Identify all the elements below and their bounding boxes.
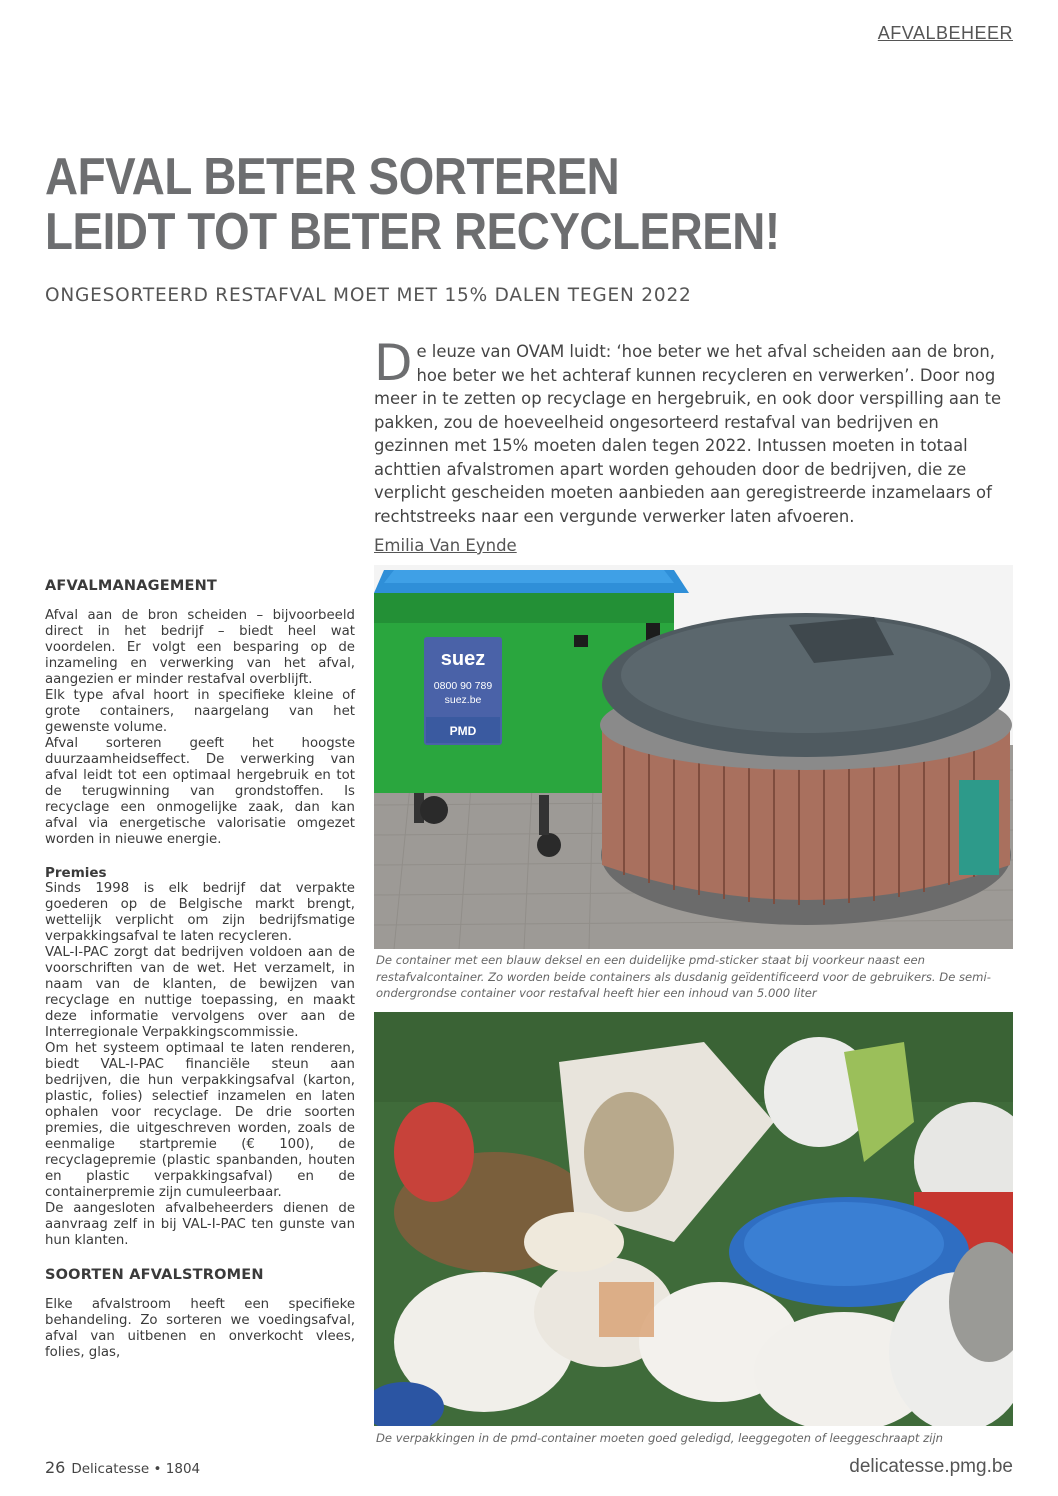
body-column bbox=[45, 578, 355, 1361]
body-paragraph: Elk type afval hoort in specifieke kleine of grote containers, naargelang van het gewenste volume. bbox=[45, 688, 355, 735]
page-number: 26 bbox=[45, 1458, 66, 1477]
packaging-illustration bbox=[374, 1012, 1013, 1426]
section-tag: AFVALBEHEER bbox=[877, 23, 1013, 43]
headline-line-2: LEIDT TOT BETER RECYCLEREN! bbox=[45, 203, 780, 261]
body-paragraph: VAL-I-PAC zorgt dat bedrijven voldoen aan de voorschriften van de wet. Het verzamelt, in naam van de klanten, de bewijzen van recyclage en nuttige toepassing, en maakt deze informatie vervolgens over aan de Interregionale Verpakkingscommissie. bbox=[45, 945, 355, 1040]
footer-website-link[interactable]: delicatesse.pmg.be bbox=[849, 1456, 1013, 1477]
heading-premies: Premies bbox=[45, 865, 107, 881]
container-brand-text: suez bbox=[440, 648, 486, 670]
container-phone-text: 0800 90 789 bbox=[433, 680, 493, 692]
lead-paragraph bbox=[374, 334, 1014, 528]
headline-line-1: AFVAL BETER SORTEREN bbox=[45, 148, 620, 206]
container-url-text: suez.be bbox=[444, 694, 482, 706]
heading-soorten-afvalstromen: SOORTEN AFVALSTROMEN bbox=[45, 1267, 264, 1283]
body-paragraph: Elke afvalstroom heeft een specifieke behandeling. Zo sorteren we voedingsafval, afval van uitbenen en onverkocht vlees, folies, glas, bbox=[45, 1297, 355, 1360]
subheadline: ONGESORTEERD RESTAFVAL MOET MET 15% DALEN TEGEN 2022 bbox=[45, 285, 692, 306]
magazine-issue: Delicatesse • 1804 bbox=[71, 1461, 201, 1477]
photo-packaging bbox=[374, 1012, 1013, 1426]
containers-illustration bbox=[374, 565, 1013, 949]
body-paragraph: Sinds 1998 is elk bedrijf dat verpakte goederen op de Belgische markt brengt, wettelijk verplicht om zijn bedrijfsmatige verpakkingsafval te laten recycleren. bbox=[45, 881, 355, 944]
photo-caption-containers: De container met een blauw deksel en een duidelijke pmd-sticker staat bij voorkeur naast een restafvalcontainer. Zo worden beide containers als dusdanig geïdentificeerd voor de gebruikers. De semi-ondergrondse container voor restafval heeft hier een inhoud van 5.000 liter bbox=[376, 953, 991, 1000]
author-byline[interactable]: Emilia Van Eynde bbox=[374, 536, 517, 555]
lead-text: e leuze van OVAM luidt: ‘hoe beter we het afval scheiden aan de bron, hoe beter we het achteraf kunnen recycleren en verwerken’. Door nog meer in te zetten op recyclage en hergebruik, en ook door verspilling aan te pakken, zou de hoeveelheid ongesorteerd restafval van bedrijven en gezinnen met 15% moeten dalen tegen 2022. Intussen moeten in totaal achttien afvalstromen apart worden gehouden door de bedrijven, die ze verplicht gescheiden moeten aanbieden aan geregistreerde inzamelaars of rechtstreeks naar een vergunde verwerker laten afvoeren. bbox=[374, 342, 1002, 526]
photo-caption-packaging: De verpakkingen in de pmd-container moeten goed geledigd, leeggegoten of leeggeschraapt zijn bbox=[376, 1431, 944, 1445]
footer-page-info bbox=[45, 1458, 200, 1477]
body-paragraph: De aangesloten afvalbeheerders dienen de aanvraag zelf in bij VAL-I-PAC ten gunste van hun klanten. bbox=[45, 1201, 355, 1248]
body-paragraph: Om het systeem optimaal te laten renderen, biedt VAL-I-PAC financiële steun aan bedrijven, die hun verpakkingsafval (karton, plastic, folies) selectief inzamelen en laten ophalen voor recyclage. De drie soorten premies, die uitgeschreven worden, zoals de eenmalige startpremie (€ 100), de recyclagepremie (plastic spanbanden, houten en plastic verpakkingsafval) en de containerpremie zijn cumuleerbaar. bbox=[45, 1041, 355, 1200]
drop-cap: D bbox=[374, 334, 413, 392]
body-paragraph: Afval sorteren geeft het hoogste duurzaamheidseffect. De verwerking van afval leidt tot een optimaal hergebruik en tot de terugwinning van grondstoffen. Is recyclage een onmogelijke zaak, dan kan afval via energetische valorisatie omgezet worden in nieuwe energie. bbox=[45, 736, 355, 847]
body-paragraph: Afval aan de bron scheiden – bijvoorbeeld direct in het bedrijf – biedt heel wat voordelen. Er volgt een besparing op de inzameling en verwerking van het afval, aangezien er minder restafval overblijft. bbox=[45, 608, 355, 687]
container-pmd-label: PMD bbox=[449, 724, 477, 738]
heading-afvalmanagement: AFVALMANAGEMENT bbox=[45, 578, 218, 594]
headline bbox=[45, 148, 780, 261]
photo-containers bbox=[374, 565, 1013, 949]
